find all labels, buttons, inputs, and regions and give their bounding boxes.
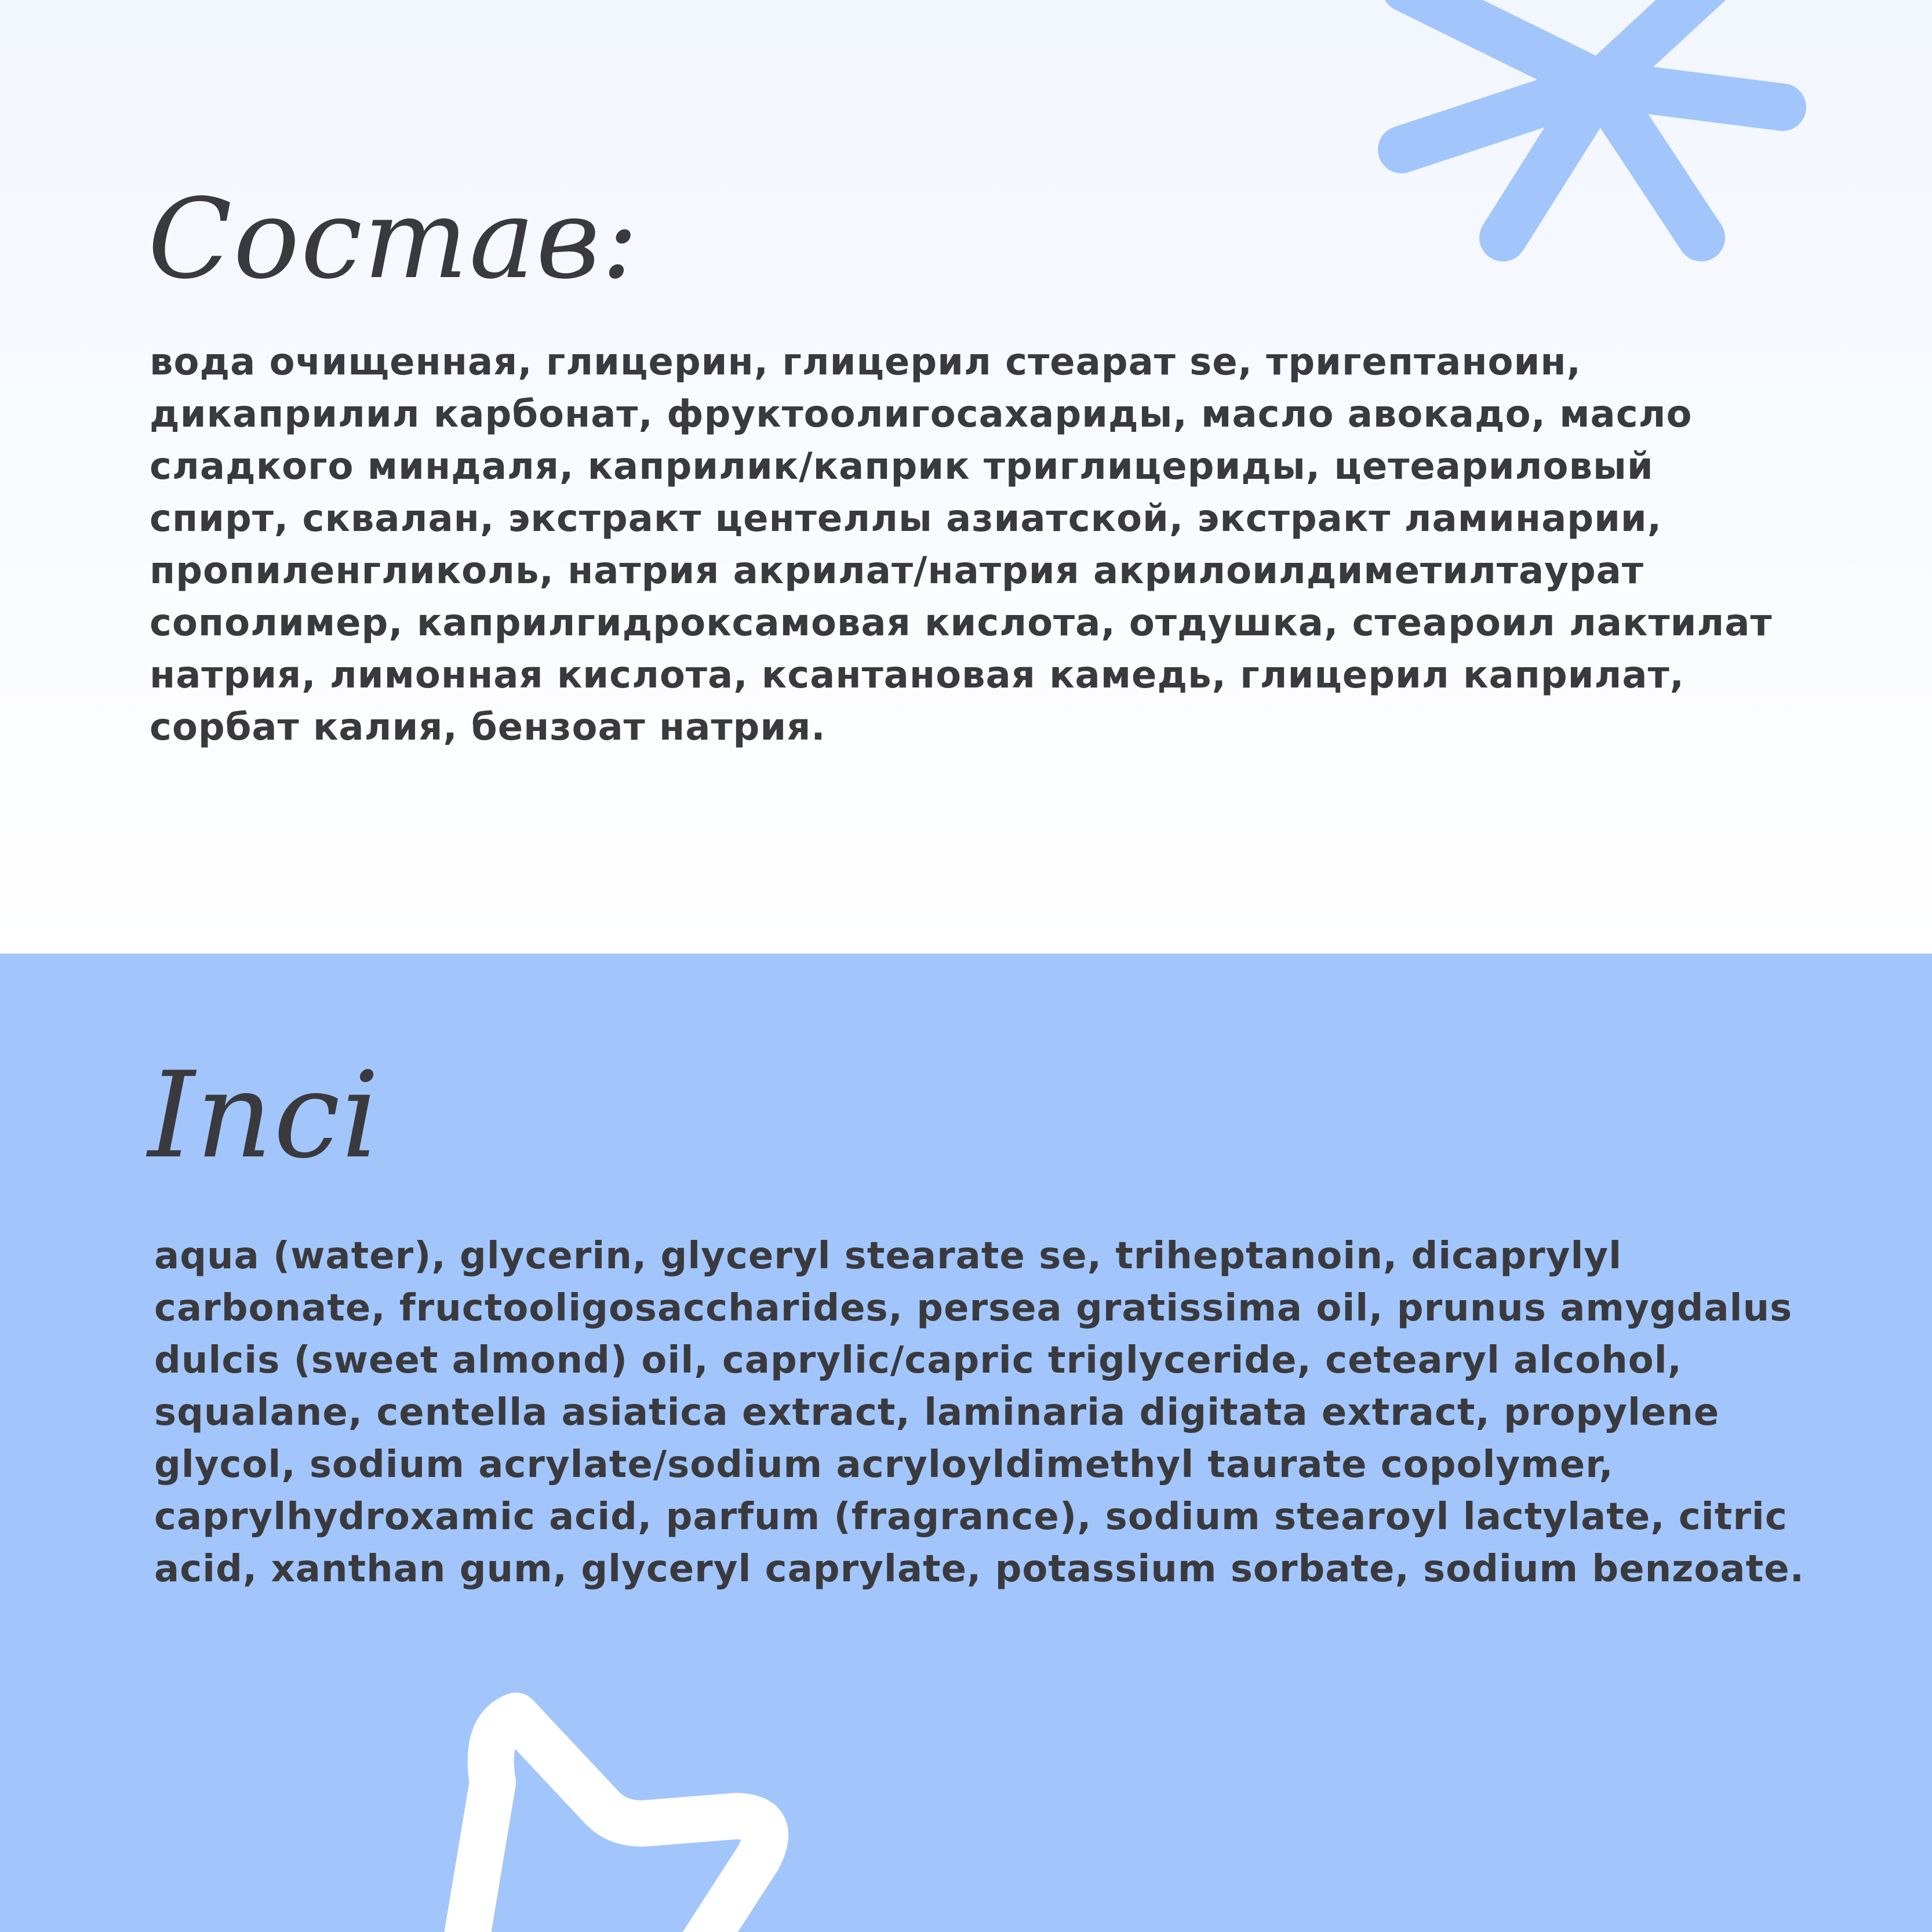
asterisk-strokes: [1402, 0, 1782, 238]
inci-heading: Inci: [148, 1047, 381, 1185]
inci-ingredients: aqua (water), glycerin, glyceryl stearate se, triheptanoin, dicaprylyl carbonate, fructooligosaccharides, persea gratissima oil, prunus amygdalus dulcis (sweet almond) oil, caprylic/capric triglyceride, cetearyl alcohol, squalane, centella asiatica extract, laminaria digitata extract, propylene glycol, sodium acrylate/sodium acryloyldimethyl taurate copolymer, caprylhydroxamic acid, parfum (fragrance), sodium stearoyl lactylate, citric acid, xanthan gum, glyceryl caprylate, potassium sorbate, sodium benzoate.: [154, 1235, 1804, 1591]
composition-ingredients: вода очищенная, глицерин, глицерил стеарат se, тригептаноин, дикаприлил карбонат, фруктоолигосахариды, масло авокадо, масло сладкого миндаля, каприлик/каприк триглицериды, цетеариловый спирт, сквалан, экстракт центеллы азиатской, экстракт ламинарии, пропиленгликоль, натрия акрилат/натрия акрилоилдиметилтаурат сополимер, каприлгидроксамовая кислота, отдушка, стеароил лактилат натрия, лимонная кислота, ксантановая камедь, глицерил каприлат, сорбат калия, бензоат натрия.: [150, 341, 1773, 749]
star-outline-stroke: [458, 1716, 765, 1932]
composition-heading: Состав:: [148, 175, 640, 303]
inci-section: [0, 954, 1932, 1932]
composition-ru-section: [0, 0, 1932, 954]
